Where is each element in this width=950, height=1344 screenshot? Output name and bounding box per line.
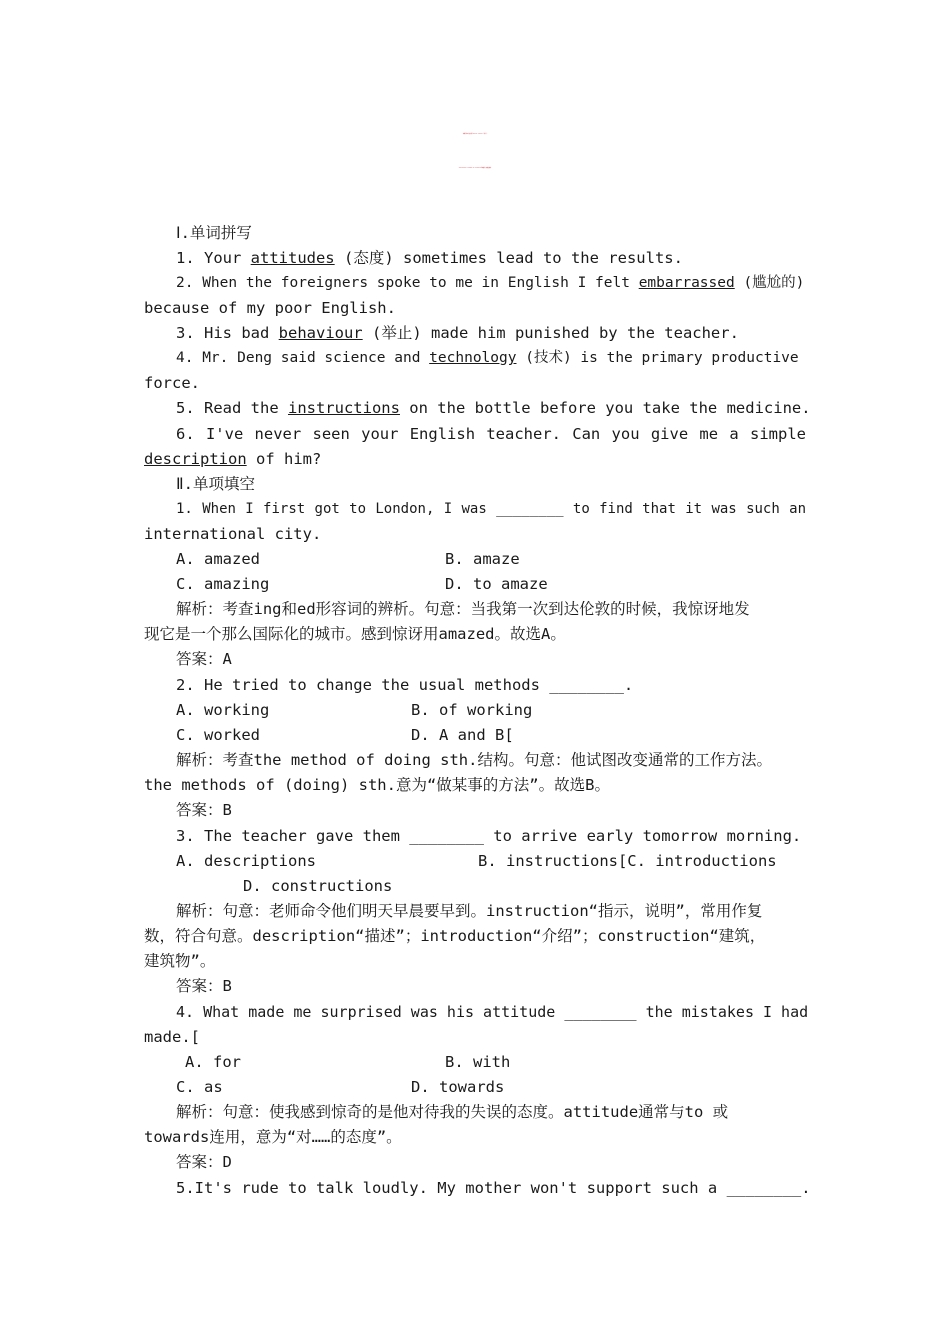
- part1-question-6-cont: description of him?: [144, 450, 322, 468]
- q1-stem-cont: international city.: [144, 525, 322, 543]
- q3-explanation-cont-2: 建筑物”。: [144, 952, 216, 970]
- document-title-line-2: Introduction & Reading and Vocabulary应用落实 外研版必修1: [458, 168, 492, 169]
- q4-option-b: B. with: [445, 1053, 511, 1071]
- answer-description: description: [144, 450, 247, 468]
- part1-question-4: 4. Mr. Deng said science and technology (技术) is the primary productive: [176, 350, 799, 366]
- q4-option-d: D. towards: [411, 1078, 505, 1096]
- q1-option-b: B. amaze: [445, 550, 520, 568]
- part1-question-3: 3. His bad behaviour (举止) made him punished by the teacher.: [176, 324, 739, 342]
- q2-option-a: A. working: [176, 701, 270, 719]
- q4-explanation: 解析：句意：使我感到惊奇的是他对待我的失误的态度。attitude通常与to 或: [176, 1103, 729, 1121]
- q2-option-c: C. worked: [176, 726, 260, 744]
- q2-option-b: B. of working: [411, 701, 533, 719]
- q3-stem: 3. The teacher gave them ________ to arrive early tomorrow morning.: [176, 827, 802, 845]
- q1-stem: 1. When I first got to London, I was ________ to find that it was such an: [176, 501, 806, 517]
- answer-attitudes: attitudes: [250, 249, 335, 267]
- q3-explanation: 解析：句意：老师命令他们明天早晨要早到。instruction“指示，说明”，常用作复: [176, 902, 763, 920]
- q2-explanation: 解析：考查the method of doing sth.结构。句意：他试图改变通常的工作方法。: [176, 751, 772, 769]
- part1-question-1: 1. Your attitudes (态度) sometimes lead to the results.: [176, 249, 683, 267]
- q3-explanation-cont: 数，符合句意。description“描述”；introduction“介绍”；construction“建筑，: [144, 927, 766, 945]
- part1-question-5: 5. Read the instructions on the bottle before you take the medicine.: [176, 399, 811, 417]
- answer-technology: technology: [429, 350, 517, 366]
- answer-behaviour: behaviour: [278, 324, 363, 342]
- q4-explanation-cont: towards连用，意为“对……的态度”。: [144, 1128, 402, 1146]
- q1-answer: 答案：A: [176, 650, 232, 668]
- q1-explanation: 解析：考查ing和ed形容词的辨析。句意：当我第一次到达伦敦的时候，我惊讶地发: [176, 600, 750, 618]
- q5-stem: 5.It's rude to talk loudly. My mother won't support such a ________.: [176, 1179, 811, 1197]
- document-title-line-1: 【创新方案】高中英语 Module1 Section Ⅱ 语言点一: [462, 134, 488, 135]
- q4-stem: 4. What made me surprised was his attitude ________ the mistakes I had: [176, 1003, 809, 1021]
- q4-option-c: C. as: [176, 1078, 223, 1096]
- q4-stem-cont: made.[: [144, 1028, 200, 1046]
- part1-question-4-cont: force.: [144, 374, 200, 392]
- q4-option-a: A. for: [185, 1053, 241, 1071]
- q2-stem: 2. He tried to change the usual methods ________.: [176, 676, 634, 694]
- part1-question-2: 2. When the foreigners spoke to me in English I felt embarrassed (尴尬的): [176, 275, 805, 291]
- answer-embarrassed: embarrassed: [638, 275, 735, 291]
- q1-option-c: C. amazing: [176, 575, 270, 593]
- q3-option-a: A. descriptions: [176, 852, 316, 870]
- q1-option-a: A. amazed: [176, 550, 260, 568]
- q1-explanation-cont: 现它是一个那么国际化的城市。感到惊讶用amazed。故选A。: [144, 625, 566, 643]
- part2-heading: Ⅱ.单项填空: [176, 475, 255, 493]
- q3-option-d: D. constructions: [243, 877, 393, 895]
- q3-answer: 答案：B: [176, 977, 232, 995]
- q2-option-d: D. A and B[: [411, 726, 514, 744]
- q3-option-b-c: B. instructions[C. introductions: [478, 852, 777, 870]
- part1-heading: Ⅰ.单词拼写: [176, 224, 252, 242]
- q2-explanation-cont: the methods of (doing) sth.意为“做某事的方法”。故选B。: [144, 776, 610, 794]
- q4-answer: 答案：D: [176, 1153, 232, 1171]
- q2-answer: 答案：B: [176, 801, 232, 819]
- part1-question-2-cont: because of my poor English.: [144, 299, 396, 317]
- q1-option-d: D. to amaze: [445, 575, 548, 593]
- part1-question-6: 6. I've never seen your English teacher. Can you give me a simple: [176, 425, 806, 443]
- answer-instructions: instructions: [287, 399, 400, 417]
